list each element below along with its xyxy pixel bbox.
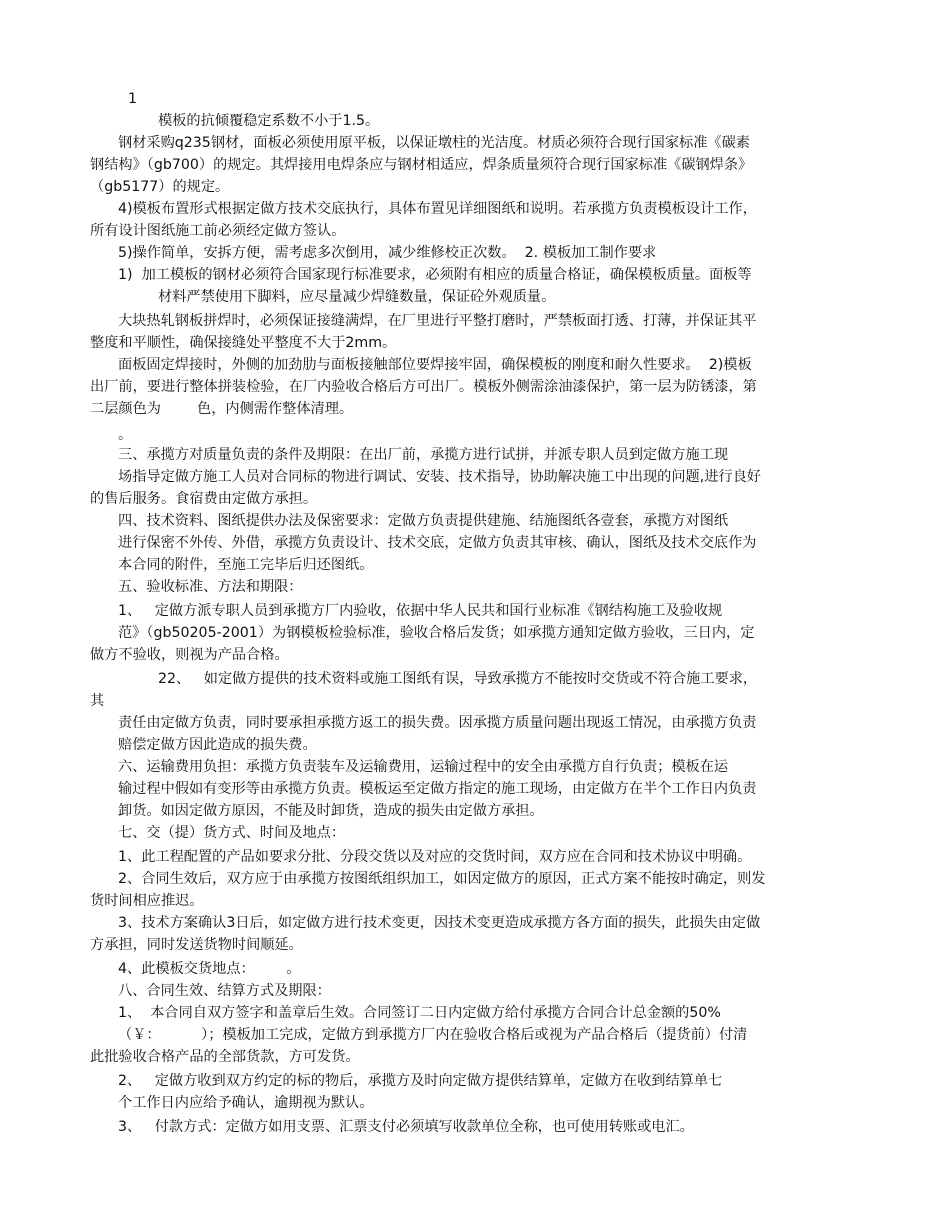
text-line: 1、此工程配置的产品如要求分批、分段交货以及对应的交货时间，双方应在合同和技术协议中明确。 [118, 849, 752, 865]
text-line: 钢结构》（gb700）的规定。其焊接用电焊条应与钢材相适应，焊条质量须符合现行国家标准《碳钢焊条》 [90, 157, 753, 173]
text-line: 范》（gb50205-2001）为钢模板检验标准，验收合格后发货；如承揽方通知定做方验收，三日内，定 [118, 625, 755, 641]
section-heading: 三、承揽方对质量负责的条件及期限：在出厂前，承揽方进行试拼，并派专职人员到定做方施工现 [118, 447, 729, 463]
page-number: 1 [128, 91, 138, 107]
section-heading: 五、验收标准、方法和期限： [118, 579, 303, 595]
text-line: 做方不验收，则视为产品合格。 [90, 647, 289, 663]
text-line: 赔偿定做方因此造成的损失费。 [118, 737, 317, 753]
text-line: 1、 定做方派专职人员到承揽方厂内验收，依据中华人民共和国行业标准《钢结构施工及验收规 [118, 603, 723, 619]
text-line: 整度和平顺性，确保接缝处平整度不大于2mm。 [90, 335, 397, 351]
text-line: （gb5177）的规定。 [90, 179, 230, 195]
text-line: 。 [118, 427, 133, 443]
text-line: 方承担，同时发送货物时间顺延。 [90, 937, 303, 953]
text-line: 个工作日内应给予确认，逾期视为默认。 [118, 1095, 374, 1111]
text-line: 出厂前，要进行整体拼装检验，在厂内验收合格后方可出厂。模板外侧需涂油漆保护，第一层为防锈漆，第 [90, 379, 757, 395]
section-heading: 八、合同生效、结算方式及期限： [118, 983, 331, 999]
text-line: 责任由定做方负责，同时要承担承揽方返工的损失费。因承揽方质量问题出现返工情况，由承揽方负责 [118, 715, 757, 731]
text-line: 3、 付款方式：定做方如用支票、汇票支付必须填写收款单位全称，也可使用转账或电汇。 [118, 1119, 694, 1135]
text-line: 其 [90, 693, 105, 709]
text-line: 2、合同生效后，双方应于由承揽方按图纸组织加工，如因定做方的原因，正式方案不能按时确定，则发 [118, 871, 766, 887]
text-line: 所有设计图纸施工前必须经定做方签认。 [90, 223, 346, 239]
text-line: 1) 加工模板的钢材必须符合国家现行标准要求，必须附有相应的质量合格证，确保模板质量。面板等 [118, 267, 752, 283]
text-line: 大块热轧钢板拼焊时，必须保证接缝满焊，在厂里进行平整打磨时，严禁板面打透、打薄，并保证其平 [118, 313, 757, 329]
text-line: 二层颜色为 色，内侧需作整体清理。 [90, 401, 354, 417]
text-line: （￥： ）；模板加工完成，定做方到承揽方厂内在验收合格后或视为产品合格后（提货前）付清 [118, 1027, 748, 1043]
section-heading: 四、技术资料、图纸提供办法及保密要求：定做方负责提供建施、结施图纸各壹套，承揽方对图纸 [118, 513, 729, 529]
text-line: 钢材采购q235钢材，面板必须使用原平板，以保证墩柱的光洁度。材质必须符合现行国家标准《碳素 [118, 135, 750, 151]
text-line: 1、 本合同自双方签字和盖章后生效。合同签订二日内定做方给付承揽方合同合计总金额的50% [118, 1005, 721, 1021]
text-line: 2、 定做方收到双方约定的标的物后，承揽方及时向定做方提供结算单，定做方在收到结算单七 [118, 1073, 723, 1089]
text-line: 场指导定做方施工人员对合同标的物进行调试、安装、技术指导，协助解决施工中出现的问题,进行良好 [118, 469, 761, 485]
text-line: 面板固定焊接时，外侧的加劲肋与面板接触部位要焊接牢固，确保模板的刚度和耐久性要求。 2)模板 [118, 357, 752, 373]
text-line: 模板的抗倾覆稳定系数不小于1.5。 [158, 113, 380, 129]
text-line: 输过程中假如有变形等由承揽方负责。模板运至定做方指定的施工现场，由定做方在半个工作日内负责 [118, 781, 757, 797]
section-heading: 七、交（提）货方式、时间及地点： [118, 825, 346, 841]
text-line: 4)模板布置形式根据定做方技术交底执行，具体布置见详细图纸和说明。若承揽方负责模板设计工作， [118, 201, 757, 217]
text-line: 4、此模板交货地点： 。 [118, 961, 301, 977]
text-line: 货时间相应推迟。 [90, 893, 204, 909]
text-line: 22、 如定做方提供的技术资料或施工图纸有误，导致承揽方不能按时交货或不符合施工要求， [158, 671, 758, 687]
text-line: 此批验收合格产品的全部货款，方可发货。 [90, 1049, 360, 1065]
text-line: 3、技术方案确认3日后，如定做方进行技术变更，因技术变更造成承揽方各方面的损失，此损失由定做 [118, 915, 761, 931]
section-heading: 六、运输费用负担：承揽方负责装车及运输费用，运输过程中的安全由承揽方自行负责；模板在运 [118, 759, 729, 775]
text-line: 材料严禁使用下脚料，应尽量减少焊缝数量，保证砼外观质量。 [158, 289, 556, 305]
text-line: 的售后服务。食宿费由定做方承担。 [90, 491, 318, 507]
text-line: 本合同的附件，至施工完毕后归还图纸。 [118, 557, 374, 573]
text-line: 进行保密不外传、外借，承揽方负责设计、技术交底，定做方负责其审核、确认，图纸及技术交底作为 [118, 535, 757, 551]
text-line: 卸货。如因定做方原因，不能及时卸货，造成的损失由定做方承担。 [118, 803, 544, 819]
text-line: 5)操作简单，安拆方便，需考虑多次倒用，减少维修校正次数。 2. 模板加工制作要求 [118, 245, 657, 261]
